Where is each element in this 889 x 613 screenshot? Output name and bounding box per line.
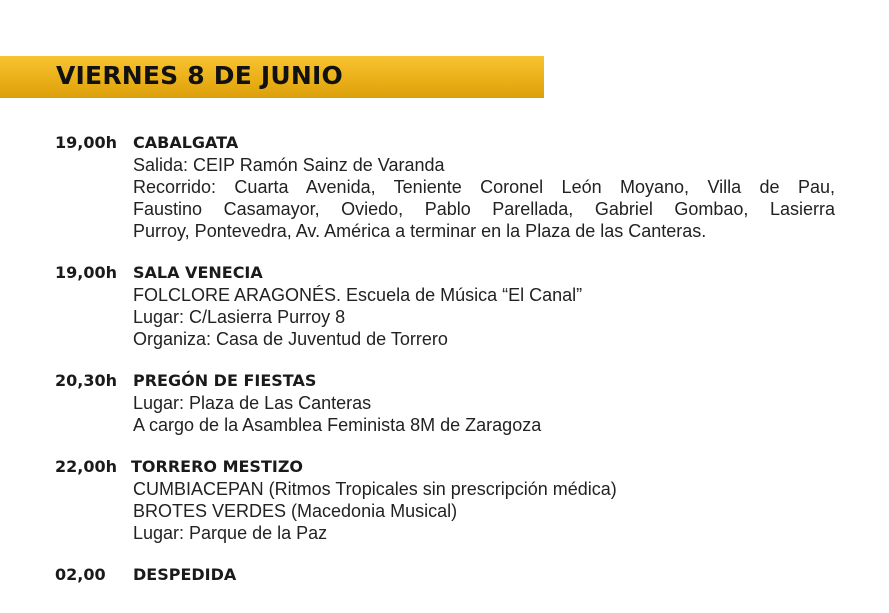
event-title: SALA VENECIA [133, 263, 263, 282]
event-detail-line: Organiza: Casa de Juventud de Torrero [133, 329, 448, 349]
event-detail-line: CUMBIACEPAN (Ritmos Tropicales sin prescripción médica) [133, 479, 617, 499]
event-time: 02,00 [55, 565, 106, 584]
event-detail-line: BROTES VERDES (Macedonia Musical) [133, 501, 458, 521]
event-time: 22,00h [55, 457, 117, 476]
event-cabalgata [0, 132, 889, 242]
event-detail-line: A cargo de la Asamblea Feminista 8M de Zaragoza [133, 415, 542, 435]
event-pregon [0, 370, 889, 436]
event-detail-line: Salida: CEIP Ramón Sainz de Varanda [133, 155, 445, 175]
event-detail-line: Faustino Casamayor, Oviedo, Pablo Parellada, Gabriel Gombao, Lasierra [133, 199, 835, 219]
event-title: CABALGATA [133, 133, 239, 152]
date-banner [0, 56, 544, 98]
event-title: PREGÓN DE FIESTAS [133, 371, 317, 390]
event-detail-line: Lugar: Parque de la Paz [133, 523, 328, 543]
event-torrero-mestizo [0, 456, 889, 544]
event-time: 19,00h [55, 133, 117, 152]
event-time: 20,30h [55, 371, 117, 390]
event-detail-line: FOLCLORE ARAGONÉS. Escuela de Música “El Canal” [133, 285, 583, 305]
event-title: TORRERO MESTIZO [131, 457, 304, 476]
event-title: DESPEDIDA [133, 565, 237, 584]
page-title: VIERNES 8 DE JUNIO [56, 61, 343, 90]
event-sala-venecia [0, 262, 889, 350]
event-detail-line: Recorrido: Cuarta Avenida, Teniente Coronel León Moyano, Villa de Pau, [133, 177, 835, 197]
event-detail-line: Lugar: C/Lasierra Purroy 8 [133, 307, 346, 327]
event-despedida [0, 564, 889, 586]
event-detail-line: Purroy, Pontevedra, Av. América a terminar en la Plaza de las Canteras. [133, 221, 707, 241]
event-detail-line: Lugar: Plaza de Las Canteras [133, 393, 372, 413]
event-time: 19,00h [55, 263, 117, 282]
